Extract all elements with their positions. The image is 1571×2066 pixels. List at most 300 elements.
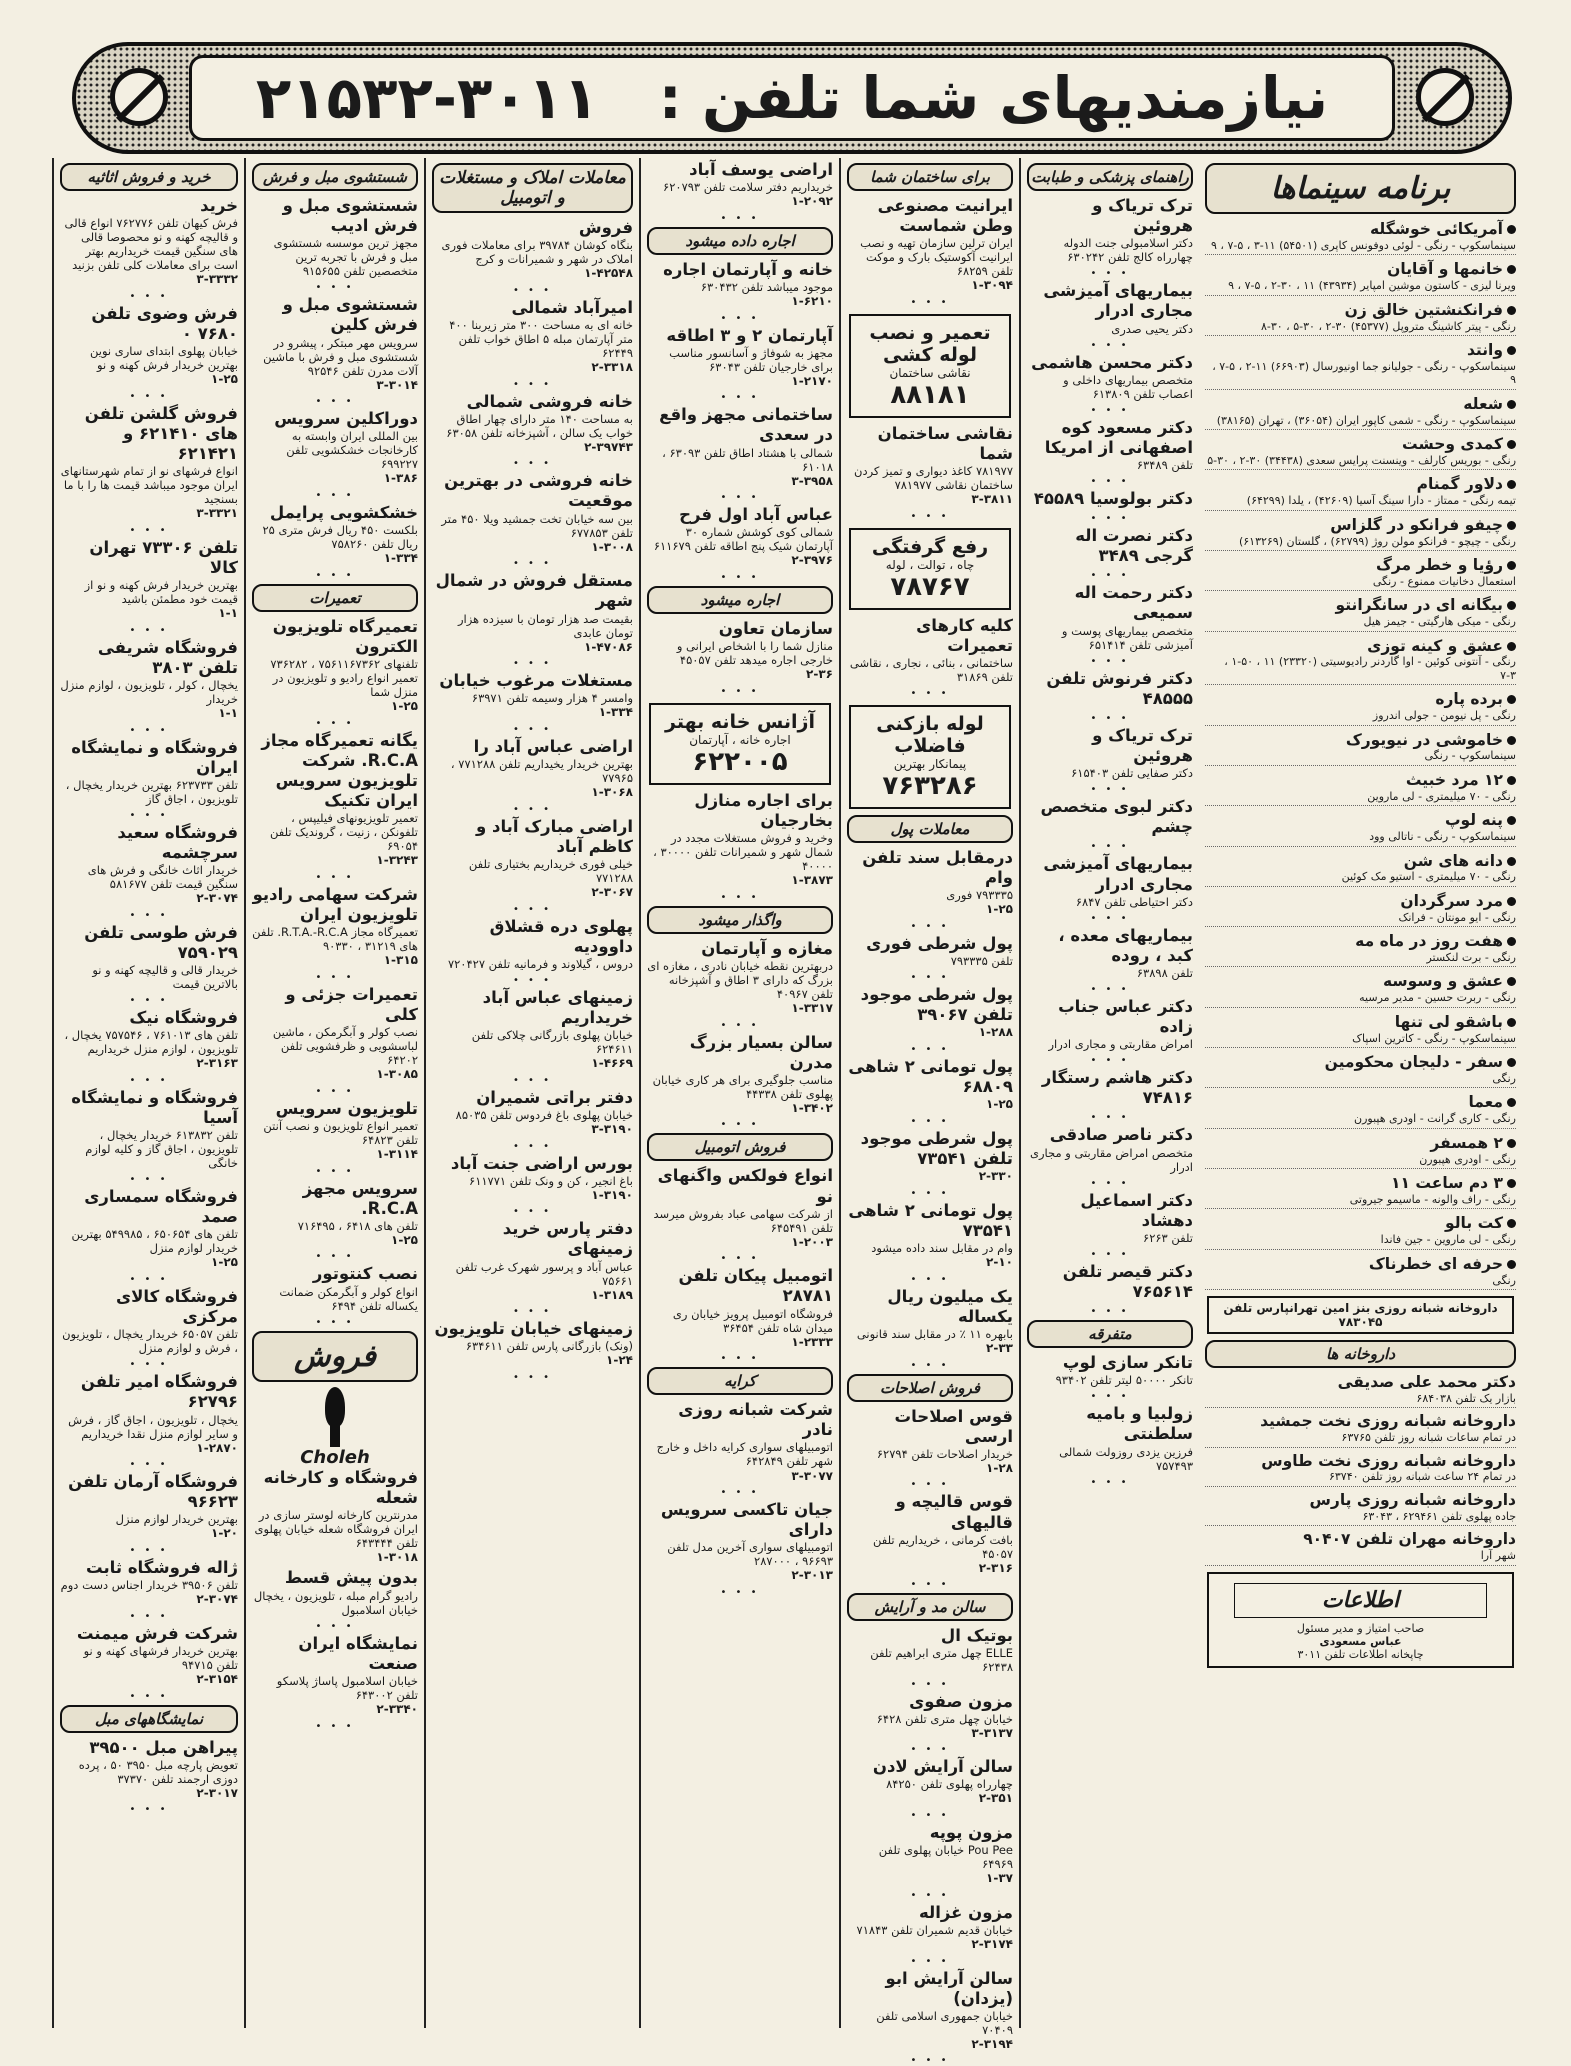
divider: • • • <box>910 2055 950 2066</box>
plumbing-ad-box <box>849 314 1011 418</box>
imprint-text: صاحب امتیاز و مدیر مسئول <box>1296 1621 1425 1635</box>
ad-text: موجود میباشد تلفن ۶۳۰۴۳۲ <box>700 279 833 294</box>
ad-text: وام در مقابل سند داده میشود <box>871 1241 1013 1256</box>
ad-text: رنگی - پیتر کاشینگ متروپل (۴۵۳۷۷) ۳۰-۲ ، ۳۰-۵ ، ۳۰-۸ <box>1260 319 1516 333</box>
ad-title: بوتیک ال <box>940 1626 1013 1646</box>
ad-title: رؤیا و خطر مرگ <box>1375 555 1503 574</box>
ad-title: پول شرطی موجود تلفن ۷۳۵۴۱ <box>860 1128 1013 1169</box>
ad-title: کلیه کارهای تعمیرات <box>916 615 1013 655</box>
list-item <box>252 503 418 566</box>
ad-code: ۲-۳۰۶۷ <box>591 885 633 899</box>
ad-text: تانکر ۵۰۰۰۰ لیتر تلفن ۹۳۴۰۲ <box>1055 1373 1193 1388</box>
divider: • • • <box>512 903 553 915</box>
list-item <box>647 160 833 209</box>
bullet-icon <box>1507 695 1516 704</box>
ad-text: بین سه خیابان تخت جمشید ویلا ۴۵۰ متر تلفن ۶۷۷۸۵۳ <box>441 511 633 540</box>
section-title: فروش اتومبیل <box>647 1133 833 1161</box>
ad-title: تعمیرات جزئی و کلی <box>285 984 418 1024</box>
section-title: واگذار میشود <box>647 906 833 934</box>
ad-text: نصب کولر و آبگرمکن ، ماشین لباسشویی و ظرفشویی تلفن ۶۴۲۰۲ <box>272 1025 418 1068</box>
list-item <box>1205 1173 1516 1209</box>
ad-text: رنگی - اودری هپبورن <box>1419 1152 1516 1166</box>
list-item <box>432 1088 633 1137</box>
ad-code: ۱-۲۵ <box>986 1097 1013 1112</box>
divider: • • • <box>720 1253 760 1265</box>
divider: • • • <box>129 1274 169 1286</box>
ad-text: سینماسکوپ - رنگی - جولیانو جما اونیورسال (۶۶۹۰۳) ۱۱-۲ ، ۵-۷ ، ۹ <box>1212 359 1516 387</box>
ad-title: داروخانه مهران تلفن ۹۰۴۰۷ <box>1303 1530 1516 1549</box>
bullet-icon <box>1507 736 1516 745</box>
ad-list <box>847 848 1013 1370</box>
ad-title: دکتر بولوسیا ۴۵۵۸۹ <box>1033 488 1193 508</box>
section-title: شستشوی مبل و فرش <box>252 163 418 191</box>
ad-title: نصب کنتوتور <box>312 1264 418 1284</box>
ad-title: پول تومانی ۲ شاهی ۷۳۵۴۱ <box>848 1200 1013 1240</box>
ad-code: ۱-۲۳۳۳ <box>791 1334 833 1349</box>
list-item <box>60 1008 238 1071</box>
ad-code: ۱-۲۰۹۲ <box>791 194 833 209</box>
ad-title: فروشگاه و کارخانه شعله <box>263 1467 418 1507</box>
box-phone: ۷۸۷۶۷ <box>890 571 970 602</box>
list-item <box>847 1692 1013 1741</box>
divider: • • • <box>129 524 169 536</box>
ad-title: زمینهای عباس آباد خریداریم <box>482 987 633 1028</box>
ad-title: پول تومانی ۲ شاهی ۶۸۸۰۹ <box>848 1057 1013 1097</box>
ad-title: زمینهای خیابان تلویزیون <box>434 1319 633 1339</box>
list-item <box>847 1626 1013 1674</box>
ad-title: مرد سرگردان <box>1400 891 1503 910</box>
ad-text: ساختمانی ، بنائی ، نجاری ، نقاشی تلفن ۳۱۸۶۹ <box>849 656 1013 685</box>
divider: • • • <box>512 1074 553 1086</box>
ad-title: دکتر فرنوش تلفن ۴۸۵۵۵ <box>1046 668 1193 708</box>
divider: • • • <box>720 685 760 697</box>
ad-title: بورس اراضی جنت آباد <box>450 1153 633 1173</box>
section-title: متفرقه <box>1027 1320 1193 1348</box>
ad-text: تعمیرگاه مجاز R.T.A.-R.C.A. تلفن های ۳۱۲۱۹ ، ۹۰۳۳۰ <box>252 925 418 954</box>
bullet-icon <box>1507 977 1516 986</box>
divider: • • • <box>1090 784 1130 796</box>
ad-text: تلفنهای ۷۵۶۱۱۶۷۳۶۲ ، ۷۳۶۲۸۲ تعمیر انواع رادیو و تلویزیون در منزل شما <box>270 657 418 700</box>
ad-text: خیابان اسلامبول پاساژ پلاسکو تلفن ۶۴۳۰۰۲ <box>276 1673 418 1702</box>
list-item <box>432 298 633 375</box>
divider: • • • <box>512 284 553 296</box>
list-item <box>847 1407 1013 1476</box>
ad-text: شمالی کوی کوشش شماره ۳۰ آپارتمان شیک پنج اطاقه تلفن ۶۱۱۶۷۹ <box>653 525 833 554</box>
bullet-icon <box>1507 601 1516 610</box>
list-item <box>252 731 418 868</box>
ad-title: یک میلیون ریال یکساله <box>887 1286 1013 1326</box>
section-title: تعمیرات <box>252 584 418 612</box>
ad-list <box>647 1400 833 1598</box>
bullet-icon <box>1507 561 1516 570</box>
ad-text: رنگی - راف والونه - ماسیمو جیروتی <box>1349 1192 1516 1206</box>
bullet-icon <box>1507 937 1516 946</box>
ad-text: متخصص بیماریهای داخلی و اعصاب تلفن ۶۱۳۸۰۹ <box>1063 372 1193 401</box>
ad-title: بیماریهای آمیزشی مجاری ادرار <box>1043 281 1193 321</box>
ad-code: ۱-۴۶۶۹ <box>591 1056 633 1071</box>
list-item <box>1027 726 1193 780</box>
ad-text: اتومبیلهای سواری کرایه داخل و خارج شهر تلفن ۶۴۲۸۴۹ <box>656 1440 833 1469</box>
ad-title: بدون پیش قسط <box>284 1568 418 1588</box>
ad-text: رنگی <box>1492 1273 1516 1287</box>
ad-code: ۲-۳۶ <box>806 667 833 682</box>
ad-text: خیابان پهلوی ابتدای ساری نوین بهترین خریدار فرش کهنه و نو <box>90 344 238 373</box>
bullet-icon <box>1507 521 1516 530</box>
ad-text: رنگی - بوریس کارلف - وینسنت پرایس سعدی (۳۴۴۳۸) ۳۰-۲ ، ۳۰-۵ <box>1207 453 1516 467</box>
list-item <box>1205 1452 1516 1487</box>
ad-code: ۱-۳۸۶ <box>383 471 418 486</box>
ad-title: نقاشی ساختمان شما <box>877 423 1013 464</box>
ad-code: ۳-۳۰۱۴ <box>376 377 418 392</box>
ad-title: پهلوی دره قشلاق داوودیه <box>489 916 633 956</box>
ad-text: رنگی - ربرت حسین - مدیر مرسیه <box>1359 991 1516 1005</box>
section-title: داروخانه ها <box>1205 1340 1516 1368</box>
ad-text: تلفن ۶۳۸۹۸ <box>1136 965 1193 980</box>
ad-title: فروش <box>578 218 633 237</box>
list-item <box>60 1088 238 1170</box>
ad-title: مزون پوپه <box>929 1823 1013 1843</box>
list-item <box>647 1500 833 1583</box>
ad-title: دکتر اسماعیل دهشاد <box>1080 1190 1193 1230</box>
ad-text: شهر آرا <box>1480 1549 1516 1563</box>
list-item <box>647 260 833 309</box>
list-item <box>1205 851 1516 887</box>
divider: • • • <box>129 1804 169 1816</box>
ad-title: برای اجاره منازل بخارجیان <box>694 790 833 830</box>
divider: • • • <box>1090 1248 1130 1260</box>
ad-text: تعویض پارچه مبل ۳۹۵۰ ۵۰ ، پرده دوزی ارجمند تلفن ۳۷۳۷۰ <box>78 1757 238 1786</box>
ad-title: اتومبیل پیکان تلفن ۲۸۷۸۱ <box>678 1266 833 1306</box>
divider: • • • <box>512 378 553 390</box>
ad-title: قوس اصلاحات ارسی <box>894 1406 1013 1446</box>
ad-title: فروشگاه و نمایشگاه ایران <box>71 737 238 777</box>
ad-list <box>252 617 418 1328</box>
ad-title: فرش وضوی تلفن ۷۶۸۰ ۰ <box>91 303 238 343</box>
list-item <box>252 1099 418 1162</box>
ad-title: دکتر رحمت اله سمیعی <box>1074 583 1193 623</box>
ad-text: تلفن های ۷۶۱۰۱۳ ، ۷۵۷۵۴۶ یخچال ، تلویزیون ، لوازم منزل خریداریم <box>64 1028 238 1057</box>
ad-title: شستشوی مبل و فرش کلین <box>282 295 418 335</box>
ad-code: ۱-۶۲۱۰ <box>791 293 833 308</box>
ad-code: ۲-۳۳ <box>986 1340 1013 1355</box>
section-title: نمایشگاههای مبل <box>60 1705 238 1733</box>
ad-text: تلفن ۶۲۶۳ <box>1143 1230 1193 1245</box>
divider: • • • <box>129 809 169 821</box>
ad-title: تانکر سازی لوپ <box>1062 1353 1193 1373</box>
ad-code: ۱-۴۷۰۸۶ <box>584 639 633 654</box>
divider: • • • <box>720 1353 760 1365</box>
ad-title: آپارتمان ۲ و ۳ اطاقه <box>666 325 833 345</box>
list-item <box>1027 583 1193 651</box>
list-item <box>1027 418 1193 472</box>
ad-title: خانمها و آقایان <box>1387 260 1503 279</box>
divider: • • • <box>910 1579 950 1591</box>
imprint-text: عباس مسعودی <box>1319 1634 1402 1648</box>
ad-list <box>847 1626 1013 2066</box>
ad-list <box>647 619 833 697</box>
divider: • • • <box>1090 475 1130 487</box>
list-item <box>1205 891 1516 927</box>
bullet-icon <box>1507 346 1516 355</box>
ad-text: بقیمت صد هزار تومان با سیزده هزار تومان عابدی <box>457 611 633 640</box>
ad-text: سرویس مهر مبتکر ، پیشرو در شستشوی مبل و فرش با ماشین آلات مدرن تلفن ۹۲۵۴۶ <box>263 335 418 378</box>
ad-title: قوس قالیچه و قالیهای <box>895 1492 1013 1532</box>
divider: • • • <box>315 971 355 983</box>
bullet-icon <box>1507 1098 1516 1107</box>
ad-title: فروشگاه آرمان تلفن ۹۶۶۲۳ <box>68 1472 238 1512</box>
ad-code: ۱-۳۳۴ <box>383 551 418 566</box>
box-phone: ۷۶۳۲۸۶ <box>882 771 978 802</box>
ad-code: ۳-۳۸۱۱ <box>971 492 1013 507</box>
ad-code: ۱-۲۸۸ <box>978 1025 1013 1040</box>
ad-title: فروشگاه سعید سرچشمه <box>117 822 238 862</box>
box-text: چاه ، توالت ، لوله <box>885 557 975 572</box>
bullet-icon <box>1507 897 1516 906</box>
ad-title: آمریکائی خوشگله <box>1370 220 1503 238</box>
ad-text: متخصص امراض مقاربتی و مجاری ادرار <box>1029 1145 1193 1174</box>
ad-text: خیلی فوری خریداریم بختیاری تلفن ۷۷۱۲۸۸ <box>468 856 633 885</box>
list-item <box>60 1187 238 1270</box>
list-item <box>60 823 238 906</box>
ad-text: وامسر ۴ هزار وسیمه تلفن ۶۳۹۷۱ <box>471 691 633 706</box>
list-item <box>60 1287 238 1355</box>
ad-title: ۳ دم ساعت ۱۱ <box>1391 1174 1503 1192</box>
divider: • • • <box>910 1889 950 1901</box>
ad-text: رنگی - پل نیومن - جولی اندروز <box>1372 709 1516 723</box>
ad-text: تلفن های ۶۵۰۶۵۴ ، ۵۴۹۹۸۵ بهترین خریدار لوازم منزل <box>71 1227 238 1256</box>
ad-code: ۱-۳۱۱۴ <box>376 1146 418 1161</box>
divider: • • • <box>910 688 950 700</box>
ad-title: مستغلات مرغوب خیابان <box>439 671 633 691</box>
divider: • • • <box>720 891 760 903</box>
ad-title: پول شرطی فوری <box>866 934 1013 953</box>
ad-text: سینماسکوپ - رنگی - شمی کاپور ایران (۳۶۰۵۴) ، تهران (۳۸۱۶۵) <box>1216 413 1516 427</box>
ad-title: سالن آرایش لادن <box>872 1757 1013 1777</box>
ad-text: شمالی با هشتاد اطاق تلفن ۶۳۰۹۳ ، ۶۱۰۱۸ <box>662 445 833 474</box>
ad-text: چهارراه پهلوی تلفن ۸۴۲۵۰ <box>886 1777 1013 1792</box>
ad-title: ترک تریاک و هروئین <box>1092 196 1193 236</box>
ad-title: سفر - دلیجان محکومین <box>1324 1053 1503 1072</box>
ad-text: فرش کیهان تلفن ۷۶۲۷۷۶ انواع قالی و قالیچه کهنه و نو محصوصا قالی های سنگین قیمت خریداریم بهتر است برای معاملات کلی تلفن بزنید <box>64 216 238 273</box>
ad-text: تلفن ۶۲۳۷۳۳ بهترین خریدار یخچال ، تلویزیون ، اجاق گاز <box>65 777 238 806</box>
ad-text: رنگی <box>1492 1071 1516 1085</box>
list-item <box>647 405 833 488</box>
ad-title: سرویس مجهز R.C.A. <box>302 1178 418 1218</box>
divider: • • • <box>129 909 169 921</box>
box-title: رفع گرفتگی <box>871 535 989 558</box>
pharmacy-note <box>1207 1296 1514 1334</box>
ad-text: دکتر صفایی تلفن ۶۱۵۴۰۳ <box>1071 766 1193 781</box>
ad-title: انواع فولکس واگنهای نو <box>657 1166 833 1206</box>
divider: • • • <box>512 723 553 735</box>
divider: • • • <box>512 558 553 570</box>
ad-text: استعمال دخانیات ممنوع - رنگی <box>1372 574 1516 588</box>
ad-title: خانه فروشی شمالی <box>466 391 633 411</box>
divider: • • • <box>129 624 169 636</box>
ad-columns <box>52 158 1522 2066</box>
sewer-ad-box <box>849 705 1011 809</box>
ad-text: دروس ، گیلاوند و فرمانیه تلفن ۷۲۰۴۲۷ <box>447 956 633 971</box>
divider: • • • <box>129 1174 169 1186</box>
brand-logo: Choleh <box>300 1446 370 1468</box>
ad-text: خیابان چهل متری تلفن ۶۴۲۸ <box>876 1711 1013 1726</box>
divider: • • • <box>512 1372 553 1383</box>
ad-title: پیراهن مبل ۳۹۵۰۰ <box>89 1737 238 1757</box>
ad-title: ۲ همسفر <box>1430 1133 1503 1152</box>
list-item <box>252 409 418 486</box>
ad-code: ۱-۱ <box>218 705 238 720</box>
ad-title: ترک تریاک و هروئین <box>1092 725 1193 765</box>
ad-list <box>1027 196 1193 1317</box>
list-item <box>647 791 833 888</box>
ad-text: رنگی - چیچو - فرانکو مولن روژ (۶۲۷۹۹) ، گلستان (۶۱۳۲۶۹) <box>1238 534 1516 548</box>
ad-code: ۱-۲۸۷۰ <box>196 1440 238 1455</box>
section-title: معاملات پول <box>847 815 1013 843</box>
ad-code: ۲-۳۰۱۳ <box>791 1568 833 1583</box>
ad-text: خریدار قالی و قالیچه کهنه و نو بالاترین قیمت <box>92 963 238 992</box>
divider: • • • <box>315 396 355 408</box>
list-item <box>647 1033 833 1116</box>
bullet-icon <box>1507 776 1516 785</box>
list-item <box>1205 515 1516 551</box>
ad-title: یگانه تعمیرگاه مجاز R.C.A. شرکت تلویزیون سرویس ایران تکنیک <box>261 730 418 811</box>
list-item <box>432 671 633 720</box>
divider: • • • <box>315 1085 355 1097</box>
ad-title: فروشگاه شریفی تلفن ۳۸۰۳ <box>97 637 238 677</box>
list-item <box>847 934 1013 968</box>
divider: • • • <box>910 1115 950 1127</box>
ad-title: چیفو فرانکو در گلزاس <box>1330 515 1503 534</box>
ad-code: ۱-۳۰۱۸ <box>376 1549 418 1564</box>
list-item <box>647 939 833 1016</box>
ad-code: ۱-۴۲۵۴۸ <box>584 266 633 281</box>
divider: • • • <box>1090 404 1130 416</box>
list-item <box>647 505 833 568</box>
ad-code: ۲-۳۹۷۴۳ <box>584 439 633 454</box>
ad-title: دکتر هاشم رستگار ۷۴۸۱۶ <box>1041 1068 1193 1108</box>
newspaper-logo: اطلاعات <box>1234 1583 1487 1618</box>
ad-text: از شرکت سهامی عباد بفروش میرسد تلفن ۶۴۵۴۹۱ <box>653 1206 833 1235</box>
divider: • • • <box>910 1744 950 1756</box>
ad-title: معما <box>1468 1093 1503 1112</box>
ad-title: مستقل فروش در شمال شهر <box>435 571 633 611</box>
divider: • • • <box>1090 1112 1130 1124</box>
list-item <box>1027 281 1193 335</box>
list-item <box>647 1166 833 1249</box>
ad-title: حرفه ای خطرناک <box>1368 1254 1503 1273</box>
ad-text: بین المللی ایران وابسته به کارخانجات خشکشویی تلفن ۶۹۹۲۲۷ <box>286 429 418 472</box>
ad-code: ۳-۳۱۹۰ <box>591 1121 633 1136</box>
column-cleaning-repair <box>244 158 424 2028</box>
list-item <box>432 737 633 800</box>
ad-code: ۱-۲۴ <box>606 1353 633 1368</box>
ad-title: فروشگاه نیک <box>129 1008 238 1028</box>
divider: • • • <box>315 871 355 883</box>
ad-code: ۱-۲۵ <box>986 902 1013 917</box>
box-title: لوله بازکنی فاضلاب <box>876 713 984 758</box>
ad-text: تیمه رنگی - ممتاز - دارا سینگ آسیا (۴۲۶۰۹) ، یلدا (۶۴۲۹۹) <box>1246 494 1516 508</box>
ad-title: امیرآباد شمالی <box>511 297 633 317</box>
list-item <box>60 196 238 287</box>
ad-text: بابهره ۱۱ ٪ در مقابل سند قانونی <box>856 1326 1013 1341</box>
ad-code: ۳-۳۳۳۲ <box>196 272 238 287</box>
ad-code: ۲-۳۱۶ <box>978 1560 1013 1575</box>
ad-list <box>847 196 1013 308</box>
ad-title: فروش گلشن تلفن های ۶۲۱۴۱۰ و ۶۲۱۴۲۱ <box>84 403 238 463</box>
ad-list <box>432 218 633 1383</box>
ad-list <box>60 196 238 1702</box>
ad-title: دوراکلین سرویس <box>274 409 418 429</box>
list-item <box>1027 1262 1193 1302</box>
ad-list <box>647 939 833 1131</box>
list-item <box>847 1492 1013 1575</box>
bullet-icon <box>1507 1058 1516 1067</box>
divider: • • • <box>315 569 355 581</box>
section-title: فروش اصلاحات <box>847 1374 1013 1402</box>
list-item <box>432 988 633 1071</box>
ad-text: ۷۸۱۹۷۷ کاغذ دیواری و تمیز کردن ساختمان نقاشی ۷۸۱۹۷۷ <box>854 464 1013 493</box>
ad-text: بهترین خریدار لوازم منزل <box>115 1512 238 1527</box>
ad-title: دکتر ناصر صادقی <box>1049 1125 1193 1145</box>
ad-title: ژاله فروشگاه ثابت <box>86 1558 238 1578</box>
ad-code: ۱-۳۱۹۰ <box>591 1187 633 1202</box>
ad-title: سازمان تعاون <box>718 619 833 638</box>
ad-title: وانتد <box>1466 340 1503 359</box>
column-real-estate <box>424 158 639 2028</box>
bullet-icon <box>1507 857 1516 866</box>
divider: • • • <box>720 212 760 224</box>
ad-text: بهترین خریدار فرشهای کهنه و نو تلفن ۹۴۷۱۵ <box>83 1644 238 1673</box>
ad-code: ۲-۳۳۰ <box>978 1169 1013 1184</box>
ad-title: مغازه و آپارتمان <box>701 938 833 958</box>
ad-text: خانه ای به مساحت ۳۰۰ متر زیربنا ۴۰۰ متر آپارتمان مبله ۵ اطاق خواب تلفن ۶۲۴۴۹ <box>449 317 633 360</box>
list-item <box>1205 1092 1516 1128</box>
ad-title: زولبیا و بامیه سلطنتی <box>1086 1404 1193 1444</box>
ad-title: کت بالو <box>1445 1214 1503 1233</box>
ad-code: ۱-۳۰۸۵ <box>376 1067 418 1082</box>
ad-list <box>252 196 418 581</box>
list-item <box>847 616 1013 684</box>
divider: • • • <box>315 490 355 502</box>
list-item <box>252 1568 418 1616</box>
list-item <box>647 619 833 682</box>
list-item <box>1027 1191 1193 1245</box>
list-item <box>432 218 633 281</box>
divider: • • • <box>910 1273 950 1285</box>
ad-title: بیماریهای معده ، کبد ، روده <box>1058 925 1193 965</box>
ad-code: ۱-۳۳۱۷ <box>791 1000 833 1015</box>
ad-text: ۷۹۳۳۳۵ فوری <box>946 888 1013 903</box>
list-item <box>1205 340 1516 390</box>
ad-code: ۱-۳۴۰۲ <box>791 1100 833 1115</box>
ad-title: داروخانه شبانه روزی نخت جمشید <box>1260 1412 1516 1431</box>
ad-title: فروشگاه کالای مرکزی <box>115 1287 238 1327</box>
list-item <box>1205 555 1516 591</box>
divider: • • • <box>1090 1055 1130 1067</box>
box-text: داروخانه شبانه روزی بنز امین تهرانپارس تلفن ۷۸۳۰۴۵ <box>1223 1300 1498 1329</box>
ad-title: شرکت شبانه روزی نادر <box>678 1400 833 1440</box>
ad-text: دکتر یحیی صدری <box>1111 321 1193 336</box>
ad-title: دانه های شن <box>1403 851 1503 870</box>
list-item <box>60 304 238 387</box>
ad-title: دکتر قیصر تلفن ۷۶۵۶۱۴ <box>1062 1261 1193 1301</box>
ad-code: ۱-۳۲۴۳ <box>376 853 418 868</box>
list-item <box>1027 854 1193 908</box>
ad-list <box>847 424 1013 522</box>
list-item <box>1027 997 1193 1051</box>
divider: • • • <box>315 1316 355 1328</box>
divider: • • • <box>315 282 355 294</box>
